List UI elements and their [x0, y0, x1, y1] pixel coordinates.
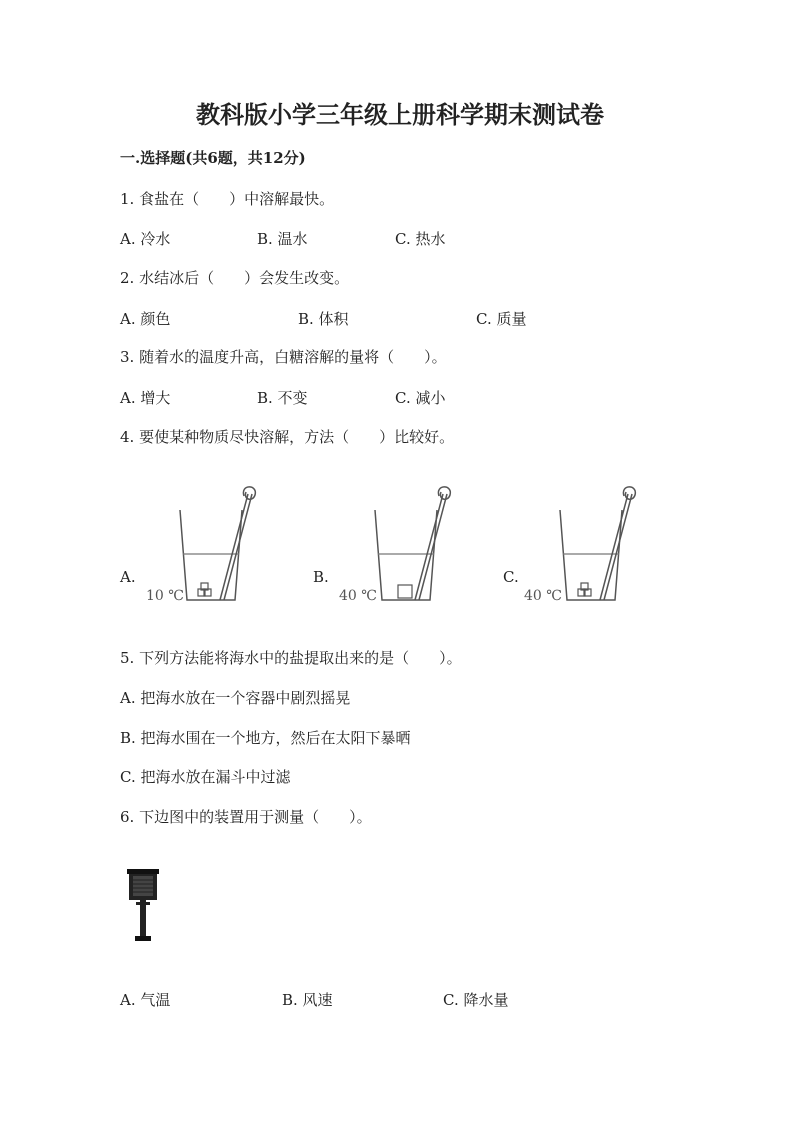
question-1: 1. 食盐在（ ）中溶解最快。	[120, 190, 335, 208]
q5-option-b[interactable]: B. 把海水围在一个地方，然后在太阳下暴晒	[120, 729, 411, 747]
beaker-c-temp: 40 ℃	[524, 588, 562, 604]
beaker-b-figure	[335, 482, 455, 607]
question-5: 5. 下列方法能将海水中的盐提取出来的是（ ）。	[120, 649, 462, 667]
q2-option-c[interactable]: C. 质量	[476, 310, 527, 328]
q1-option-b[interactable]: B. 温水	[257, 230, 308, 248]
q2-option-b[interactable]: B. 体积	[298, 310, 349, 328]
beaker-a-temp: 10 ℃	[146, 588, 184, 604]
beaker-c-outline	[560, 510, 622, 600]
beaker-b-solute-block	[398, 585, 412, 598]
q6-option-b[interactable]: B. 风速	[282, 991, 333, 1009]
q3-option-c[interactable]: C. 减小	[395, 389, 446, 407]
q4-option-a[interactable]: A.	[120, 568, 136, 586]
q6-option-a[interactable]: A. 气温	[120, 991, 171, 1009]
q4-option-b[interactable]: B.	[313, 568, 329, 586]
beaker-b-outline	[375, 510, 437, 600]
question-2: 2. 水结冰后（ ）会发生改变。	[120, 269, 350, 287]
question-3: 3. 随着水的温度升高，白糖溶解的量将（ ）。	[120, 348, 447, 366]
q5-option-a[interactable]: A. 把海水放在一个容器中剧烈摇晃	[120, 689, 351, 707]
q3-option-a[interactable]: A. 增大	[120, 389, 171, 407]
q3-option-b[interactable]: B. 不变	[257, 389, 308, 407]
question-4: 4. 要使某种物质尽快溶解，方法（ ）比较好。	[120, 428, 455, 446]
q5-option-c[interactable]: C. 把海水放在漏斗中过滤	[120, 768, 291, 786]
beaker-c-stirrer	[600, 494, 628, 600]
page-title: 教科版小学三年级上册科学期末测试卷	[196, 100, 604, 129]
question-6: 6. 下边图中的装置用于测量（ ）。	[120, 808, 372, 826]
station-pole	[140, 900, 146, 936]
q2-option-a[interactable]: A. 颜色	[120, 310, 171, 328]
q1-option-a[interactable]: A. 冷水	[120, 230, 171, 248]
beaker-a-stirrer	[220, 494, 248, 600]
weather-station-box-figure	[125, 866, 165, 946]
beaker-a-outline	[180, 510, 242, 600]
beaker-c-figure	[520, 482, 640, 607]
section-heading: 一.选择题(共6题，共12分)	[120, 149, 306, 167]
beaker-b-temp: 40 ℃	[339, 588, 377, 604]
q1-option-c[interactable]: C. 热水	[395, 230, 446, 248]
q4-option-c[interactable]: C.	[503, 568, 519, 586]
beaker-b-stirrer	[415, 494, 443, 600]
beaker-a-figure	[140, 482, 260, 607]
q6-option-c[interactable]: C. 降水量	[443, 991, 509, 1009]
